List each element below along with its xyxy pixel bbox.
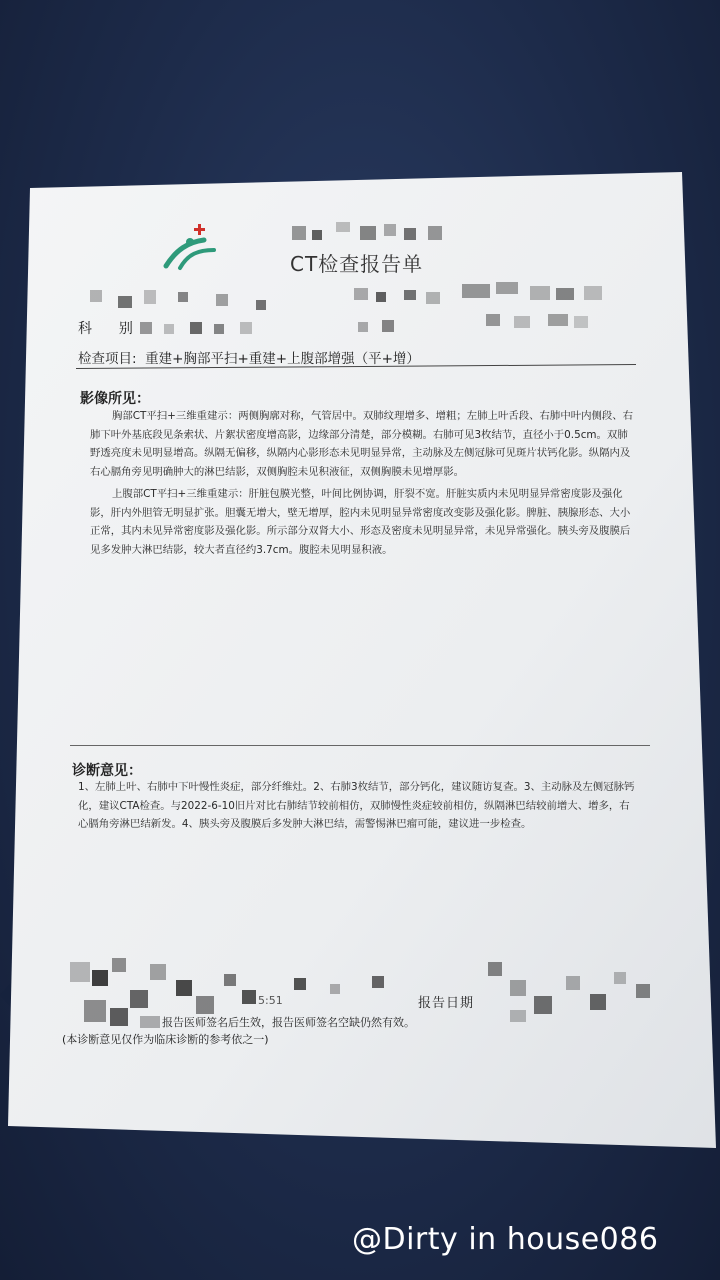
footer-note-reference: (本诊断意见仅作为临床诊断的参考依之一)	[62, 1033, 269, 1046]
diagnosis-divider	[70, 745, 650, 746]
diagnosis-heading: 诊断意见：	[72, 763, 142, 779]
report-title: CT检查报告单	[290, 252, 424, 276]
findings-heading: 影像所见：	[80, 391, 150, 407]
footer-note-signature: 报告医师签名后生效，报告医师签名空缺仍然有效。	[162, 1016, 415, 1029]
edge-tab-icon	[0, 980, 12, 1010]
report-date-label: 报告日期	[418, 996, 475, 1011]
diagnosis-paragraph: 1、左肺上叶、右肺中下叶慢性炎症，部分纤维灶。2、右肺3枚结节，部分钙化，建议随访复查。3、主动脉及左侧冠脉钙化，建议CTA检查。与2022-6-10旧片对比右肺结节较前相仿，双肺慢性炎症较前相仿，纵隔淋巴结较前增大、增多，右心膈角旁淋巴结新发。4、胰头旁及腹膜后多发肿大淋巴结，需警惕淋巴瘤可能，建议进一步检查。	[78, 781, 635, 831]
time-fragment: 5:51	[258, 994, 283, 1007]
watermark-text: @Dirty in house086	[352, 1222, 659, 1257]
findings-chest-paragraph: 胸部CT平扫+三维重建示：两侧胸廓对称，气管居中。双肺纹理增多、增粗；左肺上叶舌段、右肺中叶内侧段、右肺下叶外基底段见条索状、片絮状密度增高影，边缘部分清楚，部分模糊。右肺可见3枚结节，直径小于0.5cm。双肺野透亮度未见明显增高。纵隔无偏移，纵隔内心影形态未见明显异常，主动脉及左侧冠脉可见斑片状钙化影。纵隔内及右心膈角旁见明确肿大的淋巴结影，双侧胸腔未见积液征，双侧胸膜未见增厚影。	[90, 410, 634, 478]
department-label: 科 别	[78, 321, 139, 337]
findings-abdomen-paragraph: 上腹部CT平扫+三维重建示：肝脏包膜光整，叶间比例协调，肝裂不宽。肝脏实质内未见明显异常密度影及强化影，肝内外胆管无明显扩张。胆囊无增大，壁无增厚，腔内未见明显异常密度改变影及强化影。脾脏、胰腺形态、大小正常，其内未见异常密度影及强化影。所示部分双肾大小、形态及密度未见明显异常，未见异常强化。胰头旁及腹膜后见多发肿大淋巴结影，较大者直径约3.7cm。腹腔未见明显积液。	[90, 488, 631, 556]
exam-items: 检查项目: 重建+胸部平扫+重建+上腹部增强（平+增）	[78, 351, 420, 367]
